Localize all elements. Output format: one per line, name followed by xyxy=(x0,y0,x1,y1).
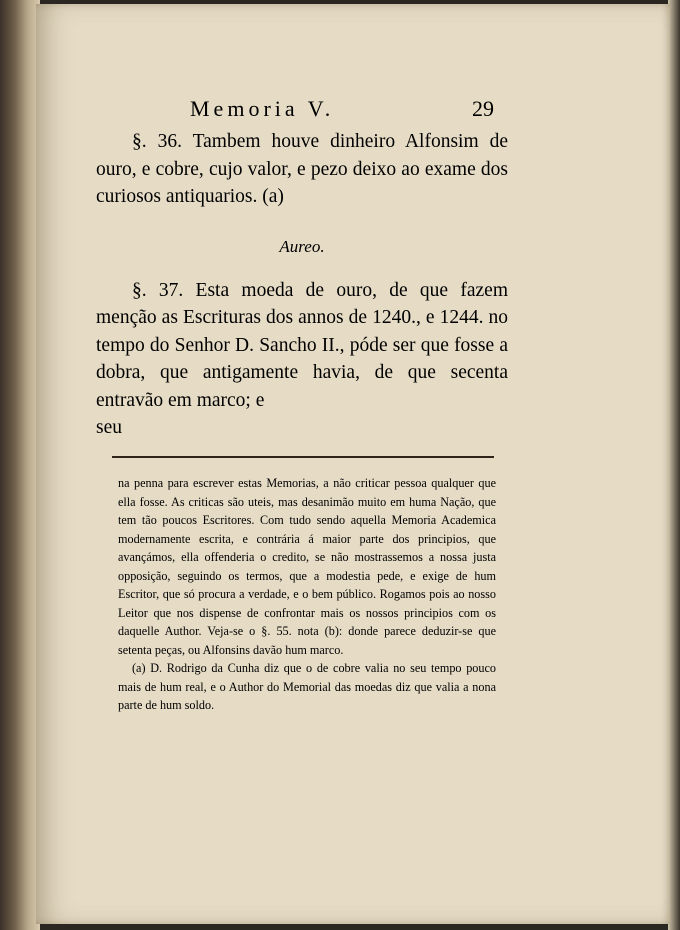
catchword: seu xyxy=(96,417,122,438)
footnote-continuation: na penna para escrever estas Memorias, a não criticar pessoa qualquer que ella fosse. As criticas são uteis, mas desanimão muito em huma Nação, que tem tão poucos Escritores. Com tudo sendo aquella Memoria Academica modernamente escrita, e contrária á maior parte dos principios, que avançámos, ella offenderia o credito, se não mostrassemos a nossa justa opposição, seguindo os termos, que a modestia pede, e exige de hum Escritor, que só procura a verdade, e o bem público. Rogamos pois ao nosso Leitor que nos dispense de confrontar mais os nossos principios com os daquelle Author. Veja-se o §. 55. nota (b): donde parece deduzir-se que setenta peças, ou Alfonsins davão hum marco. xyxy=(118,476,496,657)
footnote-a: (a) D. Rodrigo da Cunha diz que o de cobre valia no seu tempo pouco mais de hum real, e o Author do Memorial das moedas diz que valia a nona parte de hum soldo. xyxy=(118,661,496,712)
section-heading: Aureo. xyxy=(279,236,325,256)
main-text xyxy=(96,128,508,442)
footnote-rule xyxy=(112,456,494,458)
paragraph-36: §. 36. Tambem houve dinheiro Alfonsim de ouro, e cobre, cujo valor, e pezo deixo ao exame dos curiosos antiquarios. (a) xyxy=(96,131,508,207)
paragraph-37: §. 37. Esta moeda de ouro, de que fazem menção as Escrituras dos annos de 1240., e 1244. no tempo do Senhor D. Sancho II., póde ser que fosse a dobra, que antigamente havia, de que secenta entravão em marco; e xyxy=(96,279,508,411)
page-number: 29 xyxy=(472,96,494,121)
running-header xyxy=(190,96,510,126)
running-title: Memoria V. xyxy=(190,96,335,121)
book-gutter-edge xyxy=(0,0,40,930)
footnotes xyxy=(118,474,496,715)
